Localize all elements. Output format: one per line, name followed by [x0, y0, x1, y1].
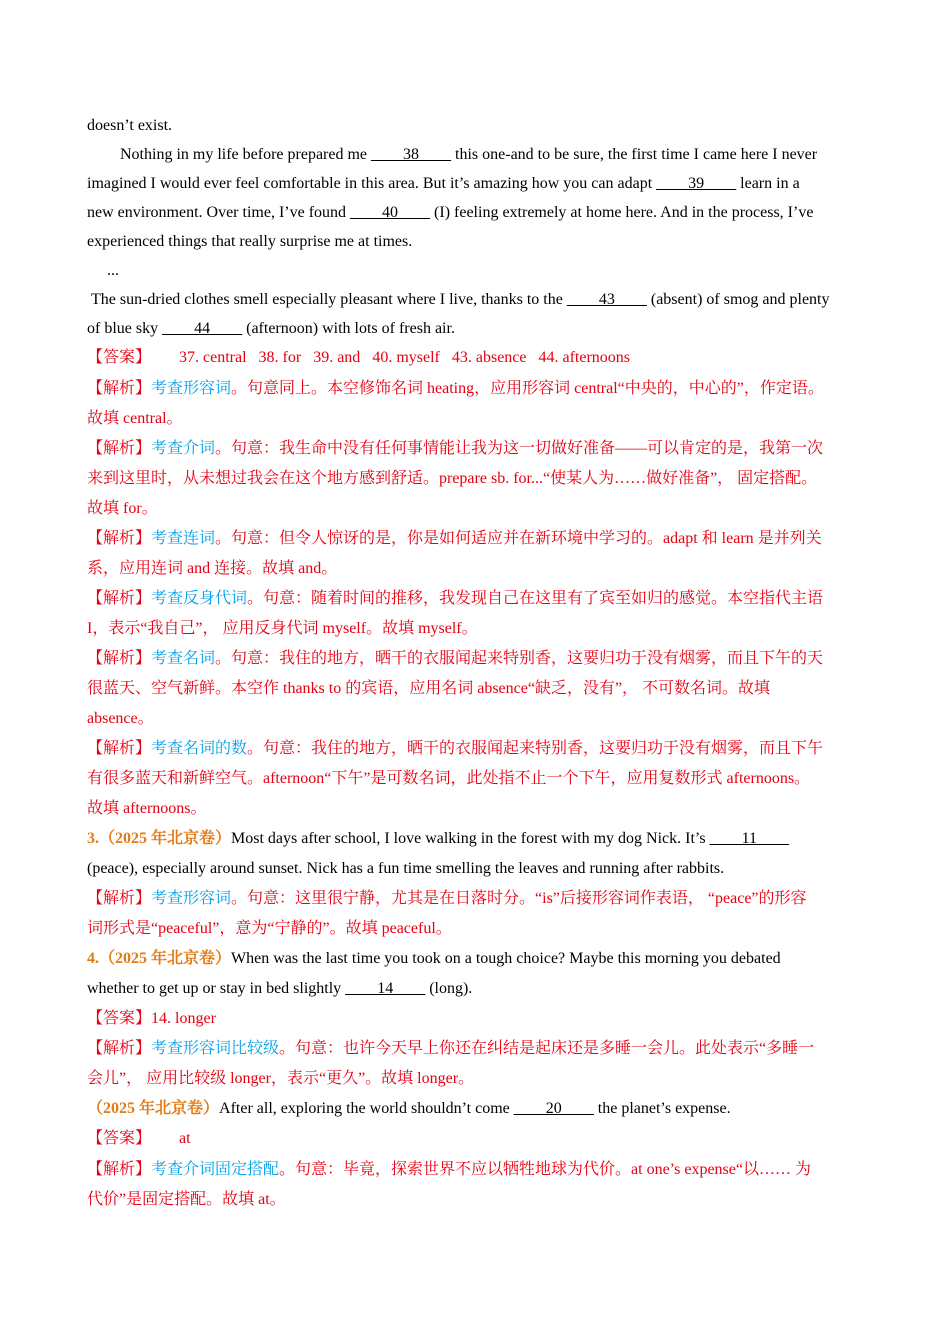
explanation-38-line-3: [87, 499, 867, 519]
explanation-text: 。句意：随着时间的推移，我发现自己在这里有了宾至如归的感觉。本空指代主语: [247, 590, 824, 607]
blank-39[interactable]: ____39____: [656, 175, 737, 192]
answer-line-1: [87, 348, 867, 368]
analysis-label: 【解析】: [87, 890, 152, 907]
explanation-text: 会儿”， 应用比较级 longer，表示“更久”。故填 longer。: [87, 1070, 475, 1087]
answer-38: 38. for: [258, 349, 302, 366]
explanation-text: 。句意：但令人惊讶的是，你是如何适应并在新环境中学习的。adapt 和 learn 是并列关: [215, 530, 822, 547]
explanation-text: 。句意：我住的地方，晒干的衣服闻起来特别香，这要归功于没有烟雾，而且下午的天: [215, 650, 824, 667]
question-text: the planet’s expense.: [593, 1100, 731, 1117]
question-3-source: 3.（2025 年北京卷）: [87, 830, 232, 847]
answer-44: 44. afternoons: [538, 349, 631, 366]
question-4-line-1: [87, 949, 867, 969]
explanation-text: 。句意：我生命中没有任何事情能让我为这一切做好准备——可以肯定的是，我第一次: [215, 440, 824, 457]
explanation-11-line-1: [87, 889, 867, 909]
answer-20-line: [87, 1129, 867, 1149]
question-text: After all, exploring the world shouldn’t come: [219, 1100, 514, 1117]
question-4-source: 4.（2025 年北京卷）: [87, 950, 232, 967]
topic-label: 考查反身代词: [151, 590, 248, 607]
explanation-text: 故填 central。: [87, 410, 183, 427]
topic-label: 考查形容词: [151, 380, 232, 397]
passage-text: new environment. Over time, I’ve found: [87, 204, 351, 221]
question-text: Most days after school, I love walking in the forest with my dog Nick. It’s: [231, 830, 710, 847]
analysis-label: 【解析】: [87, 650, 152, 667]
topic-label: 考查介词: [151, 440, 216, 457]
answer-14-line: [87, 1009, 867, 1029]
passage-text: learn in a: [736, 175, 800, 192]
explanation-43-line-2: [87, 679, 867, 699]
explanation-text: 故填 afternoons。: [87, 800, 207, 817]
blank-20[interactable]: ____20____: [513, 1100, 594, 1117]
explanation-text: 。句意：毕竟，探索世界不应以牺牲地球为代价。at one’s expense“以…… 为: [279, 1161, 811, 1178]
answer-14: 14. longer: [151, 1010, 216, 1027]
passage-text: experienced things that really surprise me at times.: [87, 233, 413, 250]
explanation-text: 有很多蓝天和新鲜空气。afternoon“下午”是可数名词，此处指不止一个下午，应用复数形式 afternoons。: [87, 770, 811, 787]
explanation-43-line-3: [87, 709, 867, 729]
passage-line-1: [87, 116, 867, 136]
explanation-37-line-1: [87, 379, 867, 399]
topic-label: 考查形容词比较级: [151, 1040, 280, 1057]
explanation-20-line-1: [87, 1160, 867, 1180]
explanation-text: 词形式是“peaceful”，意为“宁静的”。故填 peaceful。: [87, 920, 452, 937]
explanation-text: 很蓝天、空气新鲜。本空作 thanks to 的宾语，应用名词 absence“缺乏，没有”， 不可数名词。故填: [87, 680, 771, 697]
passage-line-8: [87, 319, 867, 339]
explanation-44-line-2: [87, 769, 867, 789]
explanation-38-line-2: [87, 469, 867, 489]
explanation-text: 代价”是固定搭配。故填 at。: [87, 1191, 286, 1208]
question-5-line-1: [87, 1099, 867, 1119]
answer-43: 43. absence: [451, 349, 527, 366]
answer-label: 【答案】: [87, 1130, 152, 1147]
explanation-text: 。句意同上。本空修饰名词 heating，应用形容词 central“中央的，中心的”，作定语。: [231, 380, 824, 397]
answer-40: 40. myself: [372, 349, 440, 366]
topic-label: 考查名词: [151, 650, 216, 667]
topic-label: 考查名词的数: [151, 740, 248, 757]
explanation-text: 。句意：这里很宁静，尤其是在日落时分。“is”后接形容词作表语， “peace”的形容: [231, 890, 807, 907]
passage-line-5: [87, 232, 867, 252]
explanation-text: 。句意：也许今天早上你还在纠结是起床还是多睡一会儿。此处表示“多睡一: [279, 1040, 815, 1057]
blank-40[interactable]: ____40____: [350, 204, 431, 221]
explanation-20-line-2: [87, 1190, 867, 1210]
answer-39: 39. and: [313, 349, 361, 366]
question-3-line-2: [87, 859, 867, 879]
passage-line-2: [87, 145, 867, 165]
analysis-label: 【解析】: [87, 530, 152, 547]
explanation-40-line-1: [87, 589, 867, 609]
passage-text: imagined I would ever feel comfortable in this area. But it’s amazing how you can adapt: [87, 175, 657, 192]
question-text: When was the last time you took on a tough choice? Maybe this morning you debated: [231, 950, 781, 967]
explanation-39-line-1: [87, 529, 867, 549]
explanation-text: 系，应用连词 and 连接。故填 and。: [87, 560, 338, 577]
passage-line-7: [87, 290, 867, 310]
explanation-37-line-2: [87, 409, 867, 429]
passage-text: doesn’t exist.: [87, 117, 173, 134]
explanation-40-line-2: [87, 619, 867, 639]
explanation-39-line-2: [87, 559, 867, 579]
passage-text: of blue sky: [87, 320, 163, 337]
question-5-source: （2025 年北京卷）: [87, 1100, 220, 1117]
passage-text: (afternoon) with lots of fresh air.: [242, 320, 455, 337]
explanation-11-line-2: [87, 919, 867, 939]
passage-text: The sun-dried clothes smell especially pleasant where I live, thanks to the: [91, 291, 567, 308]
explanation-14-line-2: [87, 1069, 867, 1089]
passage-line-3: [87, 174, 867, 194]
explanation-text: absence。: [87, 710, 154, 727]
explanation-14-line-1: [87, 1039, 867, 1059]
analysis-label: 【解析】: [87, 740, 152, 757]
explanation-text: 来到这里时，从未想过我会在这个地方感到舒适。prepare sb. for...“使某人为……做好准备”， 固定搭配。: [87, 470, 818, 487]
question-text: whether to get up or stay in bed slightly: [87, 980, 346, 997]
question-4-line-2: [87, 979, 867, 999]
answer-37: 37. central: [179, 349, 247, 366]
question-text: (peace), especially around sunset. Nick has a fun time smelling the leaves and running after rabbits.: [87, 860, 725, 877]
passage-ellipsis: [87, 261, 867, 281]
explanation-text: 。句意：我住的地方，晒干的衣服闻起来特别香，这要归功于没有烟雾，而且下午: [247, 740, 824, 757]
answer-label: 【答案】: [87, 349, 152, 366]
explanation-text: I，表示“我自己”， 应用反身代词 myself。故填 myself。: [87, 620, 478, 637]
passage-text: (absent) of smog and plenty: [646, 291, 830, 308]
blank-43[interactable]: ____43____: [566, 291, 647, 308]
passage-line-4: [87, 203, 867, 223]
ellipsis-text: ...: [107, 262, 119, 279]
analysis-label: 【解析】: [87, 440, 152, 457]
blank-14[interactable]: ____14____: [345, 980, 426, 997]
question-text: (long).: [425, 980, 473, 997]
question-3-line-1: [87, 829, 867, 849]
analysis-label: 【解析】: [87, 380, 152, 397]
topic-label: 考查介词固定搭配: [151, 1161, 280, 1178]
analysis-label: 【解析】: [87, 590, 152, 607]
analysis-label: 【解析】: [87, 1040, 152, 1057]
answer-20: at: [179, 1130, 191, 1147]
passage-text: (I) feeling extremely at home here. And in the process, I’ve: [430, 204, 814, 221]
topic-label: 考查连词: [151, 530, 216, 547]
passage-text: this one-and to be sure, the first time I came here I never: [451, 146, 818, 163]
explanation-text: 故填 for。: [87, 500, 158, 517]
answer-label: 【答案】: [87, 1010, 152, 1027]
explanation-44-line-1: [87, 739, 867, 759]
topic-label: 考查形容词: [151, 890, 232, 907]
explanation-43-line-1: [87, 649, 867, 669]
analysis-label: 【解析】: [87, 1161, 152, 1178]
blank-44[interactable]: ____44____: [162, 320, 243, 337]
blank-11[interactable]: ____11____: [709, 830, 790, 847]
blank-38[interactable]: ____38____: [371, 146, 452, 163]
explanation-38-line-1: [87, 439, 867, 459]
explanation-44-line-3: [87, 799, 867, 819]
passage-text: Nothing in my life before prepared me: [120, 146, 372, 163]
